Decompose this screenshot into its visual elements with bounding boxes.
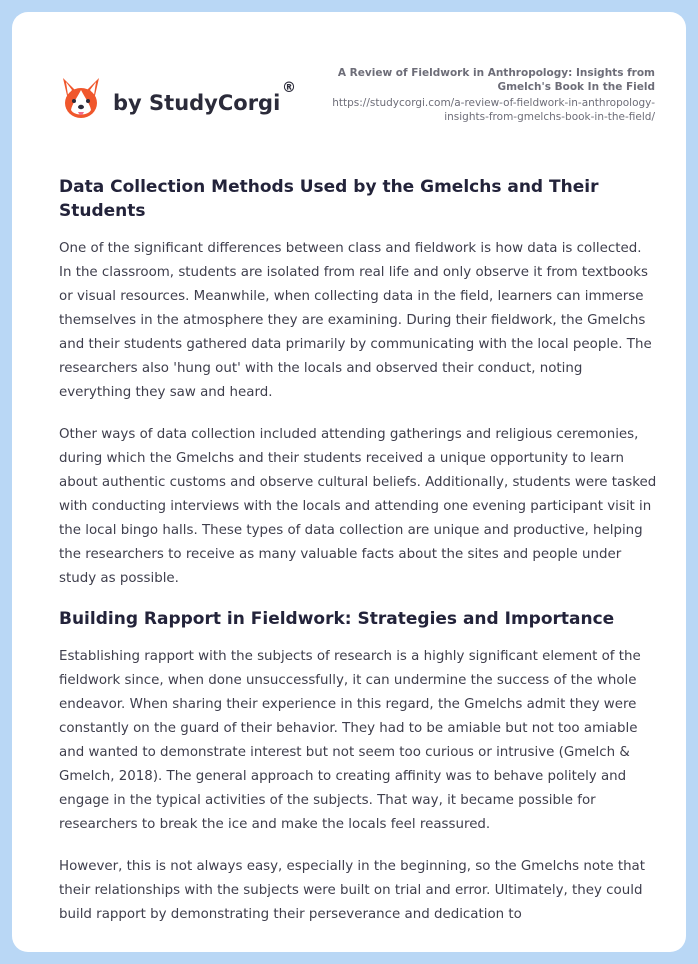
paragraph: One of the significant differences between class and fieldwork is how data is collected. In the classroom, students are isolated from real life and only observe it from textbooks or visual resources. Meanwhile, when collecting data in the field, learners can immerse themselves in the atmosphere they are examining. During their fieldwork, the Gmelchs and their students gathered data primarily by communicating with the local people. The researchers also 'hung out' with the locals and observed their conduct, noting everything they saw and heard. (59, 241, 652, 400)
document-meta (325, 66, 655, 124)
section-heading: Data Collection Methods Used by the Gmelchs and Their Students (59, 177, 599, 221)
section-heading: Building Rapport in Fieldwork: Strategies and Importance (59, 609, 615, 629)
document-title: A Review of Fieldwork in Anthropology: Insights from Gmelch's Book In the Field (337, 67, 655, 93)
brand-name: by StudyCorgi (113, 91, 281, 115)
corgi-icon (60, 76, 102, 122)
paragraph: Other ways of data collection included attending gatherings and religious ceremonies, during which the Gmelchs and their students received a unique opportunity to learn about authentic customs and observe cultural beliefs. Additionally, students were tasked with conducting interviews with the locals and attending one evening participant visit in the local bingo halls. These types of data collection are unique and productive, helping the researchers to receive as many valuable facts about the sites and people under study as possible. (59, 427, 657, 586)
studycorgi-logo[interactable] (60, 76, 310, 126)
page-header (12, 12, 686, 152)
article-body (59, 175, 657, 927)
paragraph: Establishing rapport with the subjects of research is a highly significant element of the fieldwork since, when done unsuccessfully, it can undermine the success of the whole endeavor. When sharing their experience in this regard, the Gmelchs admit they were constantly on the guard of their behavior. They had to be amiable but not too amiable and wanted to demonstrate interest but not seem too curious or intrusive (Gmelch & Gmelch, 2018). The general approach to creating affinity was to behave politely and engage in the typical activities of the subjects. That way, it became possible for researchers to break the ice and make the locals feel reassured. (59, 649, 641, 832)
document-url[interactable]: https://studycorgi.com/a-review-of-fieldwork-in-anthropology-insights-from-gmelchs-book-in-the-field/ (332, 97, 655, 123)
paragraph: However, this is not always easy, especially in the beginning, so the Gmelchs note that their relationships with the subjects were built on trial and error. Ultimately, they could build rapport by demonstrating their perseverance and dedication to (59, 859, 646, 922)
document-page (12, 12, 686, 952)
registered-mark: ® (282, 80, 296, 96)
